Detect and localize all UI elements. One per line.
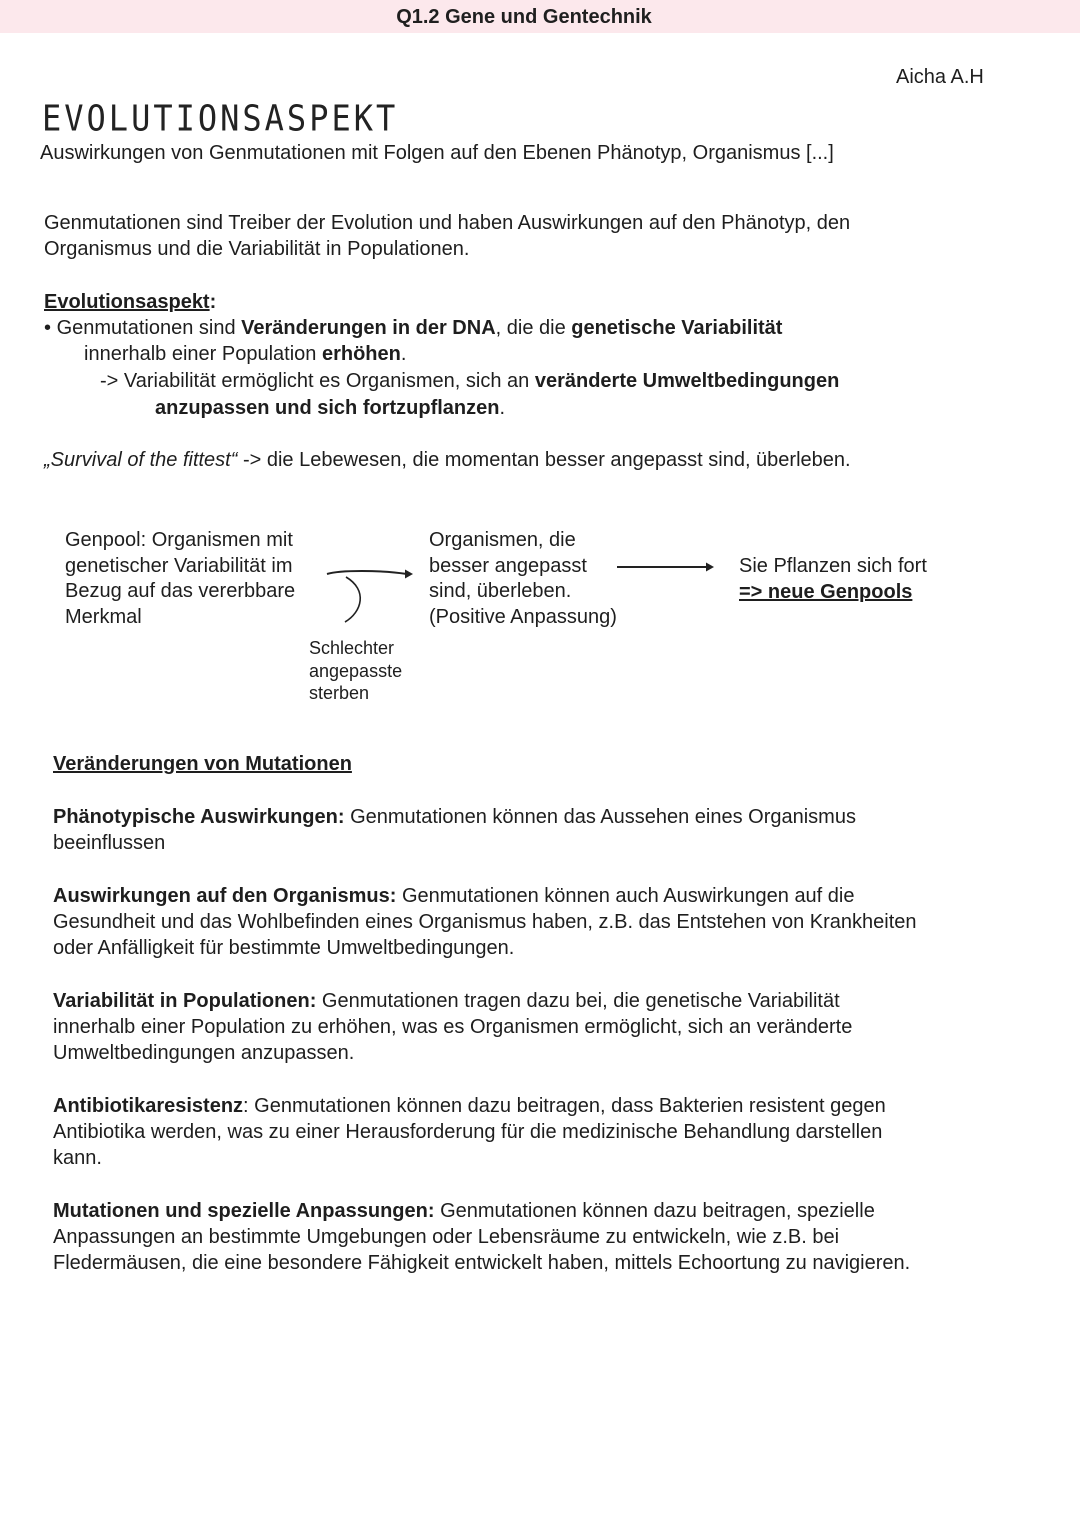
arrow-genpool-to-survivors [327,571,407,574]
bullet-text: , die die [495,317,572,339]
genpool-line: Bezug auf das vererbbare [65,580,296,602]
mutation-text: Genmutationen können auch Auswirkungen auf die [396,885,855,907]
mutation-text: innerhalb einer Population zu erhöhen, was es Organismen ermöglicht, sich an veränderte [53,1016,853,1038]
weaker-line: Schlechter [309,638,395,658]
new-genpools-label: => neue Genpools [739,580,913,603]
genpool-line: Merkmal [65,605,142,628]
bullet-text: Genmutationen sind [56,317,242,339]
mutation-text: Genmutationen können das Aussehen eines Organismus [344,806,856,828]
arrowhead-reproduce-icon [706,563,714,572]
mutation-item-organism [53,883,1013,961]
consequence-bold-text: anzupassen und sich fortzupflanzen [155,397,500,419]
survivors-line: sind, überleben. [429,580,572,602]
mutation-text: Anpassungen an bestimmte Umgebungen oder Lebensräume zu entwickeln, wie z.B. bei [53,1226,840,1248]
evolution-heading-colon: : [209,291,217,313]
page-subtitle: Auswirkungen von Genmutationen mit Folgen auf den Ebenen Phänotyp, Organismus [...] [40,142,834,164]
selection-diagram [0,0,1080,760]
page-header-title: Q1.2 Gene und Gentechnik [396,6,652,28]
mutation-text: beeinflussen [53,832,166,854]
mutation-text: Fledermäusen, die eine besondere Fähigkeit entwickelt haben, mittels Echoortung zu navigieren. [53,1252,911,1274]
diagram-genpool-box [65,528,327,630]
mutation-text: oder Anfälligkeit für bestimmte Umweltbedingungen. [53,937,515,959]
mutation-text: Umweltbedingungen anzupassen. [53,1042,355,1064]
mutations-heading: Veränderungen von Mutationen [53,753,352,775]
intro-line: Genmutationen sind Treiber der Evolution und haben Auswirkungen auf den Phänotyp, den [44,212,851,234]
diagram-reproduce-box [739,554,989,605]
mutation-text: : Genmutationen können dazu beitragen, dass Bakterien resistent gegen [243,1095,886,1117]
bullet-bold-text: genetische Variabilität [571,317,783,339]
mutation-text: Antibiotika werden, was zu einer Herausforderung für die medizinische Behandlung darstellen [53,1121,883,1143]
bullet-bold-text: Veränderungen in der DNA [241,317,496,339]
mutation-item-phenotype [53,804,1013,856]
page-title: EVOLUTIONSASPEKT [42,97,399,140]
author-name: Aicha A.H [896,66,984,88]
branch-weaker-curve [345,577,360,622]
genpool-line: genetischer Variabilität im [65,554,293,577]
mutation-term: Auswirkungen auf den Organismus: [53,885,397,907]
consequence-text: -> Variabilität ermöglicht es Organismen, sich an [100,370,535,392]
mutation-text: kann. [53,1147,102,1169]
mutation-text: Genmutationen tragen dazu bei, die genetische Variabilität [316,990,840,1012]
mutation-term: Phänotypische Auswirkungen: [53,806,345,828]
bullet-dot: • [44,317,52,339]
evolution-heading-text: Evolutionsaspekt [44,291,210,313]
mutation-item-adaptation [53,1198,1013,1276]
weaker-line: angepasste [309,660,403,681]
survivors-line: besser angepasst [429,554,587,577]
mutation-text: Gesundheit und das Wohlbefinden eines Organismus haben, z.B. das Entstehen von Krankheiten [53,911,917,933]
weaker-line: sterben [309,683,370,703]
consequence-bold-text: veränderte Umweltbedingungen [534,370,840,392]
arrowhead-survivors-icon [405,570,413,579]
bullet-bold-text: erhöhen [321,343,401,365]
intro-line: Organismus und die Variabilität in Populationen. [44,238,470,260]
survivors-line: Organismen, die [429,529,576,551]
mutation-text: Genmutationen können dazu beitragen, spezielle [434,1200,875,1222]
consequence-text: . [499,397,506,419]
mutation-item-variability [53,988,1013,1066]
survival-quote: „Survival of the fittest“ [44,449,238,471]
diagram-weaker-box [309,637,429,705]
bullet-text: . [400,343,407,365]
reproduce-line: Sie Pflanzen sich fort [739,555,927,577]
mutation-term: Variabilität in Populationen: [53,990,317,1012]
survival-text: -> die Lebewesen, die momentan besser angepasst sind, überleben. [237,449,851,471]
bullet-text: innerhalb einer Population [84,343,322,365]
mutation-term: Antibiotikaresistenz [53,1095,244,1117]
genpool-line: Genpool: Organismen mit [65,529,293,551]
mutation-term: Mutationen und spezielle Anpassungen: [53,1200,435,1222]
survivors-line: (Positive Anpassung) [429,605,617,628]
mutation-item-antibiotic [53,1093,1013,1171]
diagram-survivors-box [429,528,649,630]
